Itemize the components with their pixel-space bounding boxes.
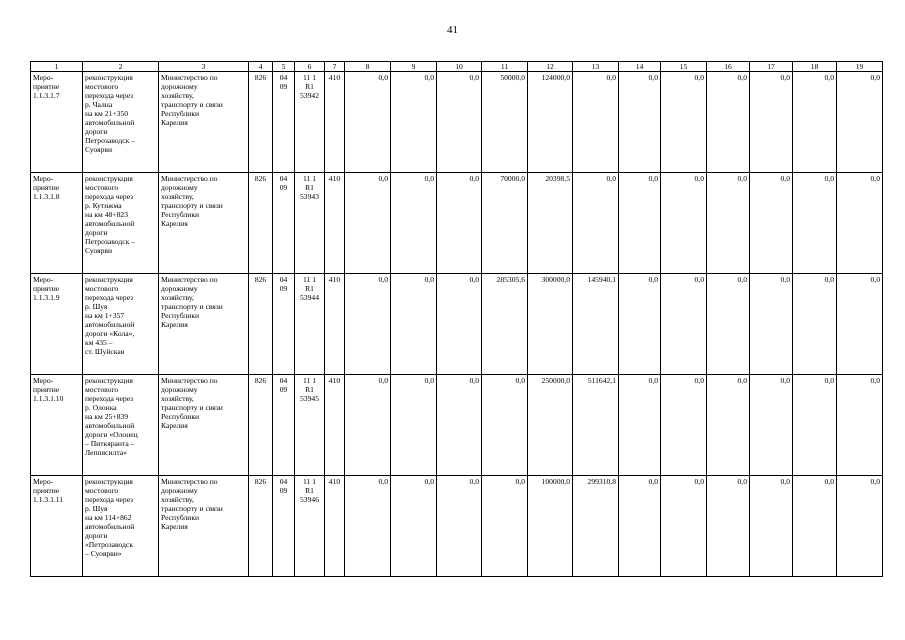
table-cell: 0,0 [345, 173, 391, 274]
table-cell: 0,0 [437, 173, 482, 274]
table-cell: 11 1 R1 53946 [295, 476, 325, 577]
table-cell: 0,0 [619, 274, 661, 375]
table-cell: 0,0 [707, 72, 750, 173]
table-cell: 0,0 [391, 274, 437, 375]
table-cell: Министерство по дорожному хозяйству, транспорту и связи Республики Карелия [159, 274, 249, 375]
table-cell: 250000,0 [528, 375, 573, 476]
table-cell: 11 1 R1 53945 [295, 375, 325, 476]
table-cell: 285305,6 [482, 274, 528, 375]
column-header: 17 [750, 62, 793, 72]
table-cell: Министерство по дорожному хозяйству, транспорту и связи Республики Карелия [159, 173, 249, 274]
table-cell: реконструкция мостового перехода через р. Шуя на км 1+357 автомобильной дороги «Кола», км 435 – ст. Шуйская [83, 274, 159, 375]
table-cell: 0,0 [345, 375, 391, 476]
column-header: 14 [619, 62, 661, 72]
table-cell: 300000,0 [528, 274, 573, 375]
table-cell: 0,0 [793, 476, 837, 577]
table-cell: 511642,1 [573, 375, 619, 476]
table-cell: 04 09 [273, 476, 295, 577]
column-header: 15 [661, 62, 707, 72]
table-cell: 0,0 [573, 72, 619, 173]
column-header: 3 [159, 62, 249, 72]
table-cell: 0,0 [750, 173, 793, 274]
table-cell: 0,0 [437, 72, 482, 173]
column-header: 8 [345, 62, 391, 72]
column-header: 4 [249, 62, 273, 72]
table-cell: Меро- приятие 1.1.3.1.9 [31, 274, 83, 375]
table-cell: 0,0 [345, 72, 391, 173]
table-cell: 0,0 [391, 173, 437, 274]
table-row [31, 72, 883, 173]
table-cell: 0,0 [619, 173, 661, 274]
table-cell: 11 1 R1 53942 [295, 72, 325, 173]
table-row [31, 375, 883, 476]
table-cell: реконструкция мостового перехода через р. Кутижма на км 48+823 автомобильной дороги Петрозаводск – Суоярви [83, 173, 159, 274]
table-cell: 410 [325, 173, 345, 274]
table-cell: 04 09 [273, 173, 295, 274]
table-cell: 0,0 [707, 375, 750, 476]
table-cell: Министерство по дорожному хозяйству, транспорту и связи Республики Карелия [159, 476, 249, 577]
table-cell: 0,0 [837, 375, 883, 476]
column-header: 7 [325, 62, 345, 72]
table-cell: 04 09 [273, 274, 295, 375]
table-cell: 0,0 [482, 476, 528, 577]
table-cell: реконструкция мостового перехода через р. Олонка на км 25+839 автомобильной дороги «Олонец – Питкяранта – Леппясилта» [83, 375, 159, 476]
table-cell: 0,0 [750, 476, 793, 577]
table-cell: 124000,0 [528, 72, 573, 173]
table-cell: 410 [325, 274, 345, 375]
table-cell: 0,0 [661, 274, 707, 375]
table-cell: 0,0 [391, 375, 437, 476]
table-cell: реконструкция мостового перехода через р. Чална на км 21+350 автомобильной дороги Петрозаводск – Суоярви [83, 72, 159, 173]
table-cell: 0,0 [750, 375, 793, 476]
table-cell: 0,0 [482, 375, 528, 476]
table-cell: 410 [325, 476, 345, 577]
column-header: 16 [707, 62, 750, 72]
table-cell: 0,0 [750, 72, 793, 173]
table-cell: 826 [249, 274, 273, 375]
table-body [31, 72, 883, 577]
table-cell: 145940,1 [573, 274, 619, 375]
table-cell: 0,0 [391, 72, 437, 173]
table-row [31, 173, 883, 274]
table-cell: 0,0 [707, 274, 750, 375]
table-cell: 0,0 [837, 274, 883, 375]
table-cell: 0,0 [437, 476, 482, 577]
table-cell: 0,0 [573, 173, 619, 274]
column-header: 9 [391, 62, 437, 72]
table-cell: 04 09 [273, 375, 295, 476]
table-cell: 410 [325, 375, 345, 476]
table-cell: 0,0 [661, 476, 707, 577]
page-number: 41 [447, 24, 458, 36]
table-cell: реконструкция мостового перехода через р. Шуя на км 114+862 автомобильной дороги «Петрозаводск – Суоярви» [83, 476, 159, 577]
table-cell: 70000,0 [482, 173, 528, 274]
table-cell: 04 09 [273, 72, 295, 173]
table-cell: 0,0 [793, 173, 837, 274]
table-cell: 0,0 [837, 476, 883, 577]
table-cell: 0,0 [750, 274, 793, 375]
table-cell: Меро- приятие 1.1.3.1.10 [31, 375, 83, 476]
table-cell: 0,0 [619, 72, 661, 173]
column-header: 1 [31, 62, 83, 72]
table-cell: 0,0 [619, 476, 661, 577]
header-row [31, 62, 883, 72]
table-cell: Меро- приятие 1.1.3.1.7 [31, 72, 83, 173]
table-cell: 410 [325, 72, 345, 173]
table-cell: Меро- приятие 1.1.3.1.11 [31, 476, 83, 577]
table-cell: 826 [249, 72, 273, 173]
column-header: 5 [273, 62, 295, 72]
table-cell: 826 [249, 173, 273, 274]
column-header: 2 [83, 62, 159, 72]
column-header: 19 [837, 62, 883, 72]
table-cell: 0,0 [661, 173, 707, 274]
table-cell: 0,0 [707, 476, 750, 577]
table-cell: 826 [249, 375, 273, 476]
table-cell: Министерство по дорожному хозяйству, транспорту и связи Республики Карелия [159, 72, 249, 173]
table-cell: 299310,8 [573, 476, 619, 577]
budget-table [30, 61, 883, 577]
table-cell: 100000,0 [528, 476, 573, 577]
table-cell: 11 1 R1 53944 [295, 274, 325, 375]
column-header: 11 [482, 62, 528, 72]
column-header: 18 [793, 62, 837, 72]
table-cell: Министерство по дорожному хозяйству, транспорту и связи Республики Карелия [159, 375, 249, 476]
table-cell: 0,0 [793, 375, 837, 476]
table-cell: 0,0 [437, 274, 482, 375]
table-cell: 20398,5 [528, 173, 573, 274]
table-cell: 50000,0 [482, 72, 528, 173]
table-cell: 0,0 [391, 476, 437, 577]
table-cell: 0,0 [793, 274, 837, 375]
column-header: 6 [295, 62, 325, 72]
table-cell: 0,0 [837, 173, 883, 274]
table-cell: 0,0 [837, 72, 883, 173]
column-header: 13 [573, 62, 619, 72]
table-cell: 0,0 [707, 173, 750, 274]
table-cell: 0,0 [619, 375, 661, 476]
table-cell: 0,0 [661, 375, 707, 476]
table-row [31, 274, 883, 375]
table-cell: 826 [249, 476, 273, 577]
column-header: 12 [528, 62, 573, 72]
table-cell: 0,0 [345, 274, 391, 375]
column-header: 10 [437, 62, 482, 72]
table-cell: Меро- приятие 1.1.3.1.8 [31, 173, 83, 274]
table-cell: 0,0 [661, 72, 707, 173]
table-cell: 11 1 R1 53943 [295, 173, 325, 274]
table-cell: 0,0 [437, 375, 482, 476]
table-row [31, 476, 883, 577]
table-cell: 0,0 [345, 476, 391, 577]
table-cell: 0,0 [793, 72, 837, 173]
